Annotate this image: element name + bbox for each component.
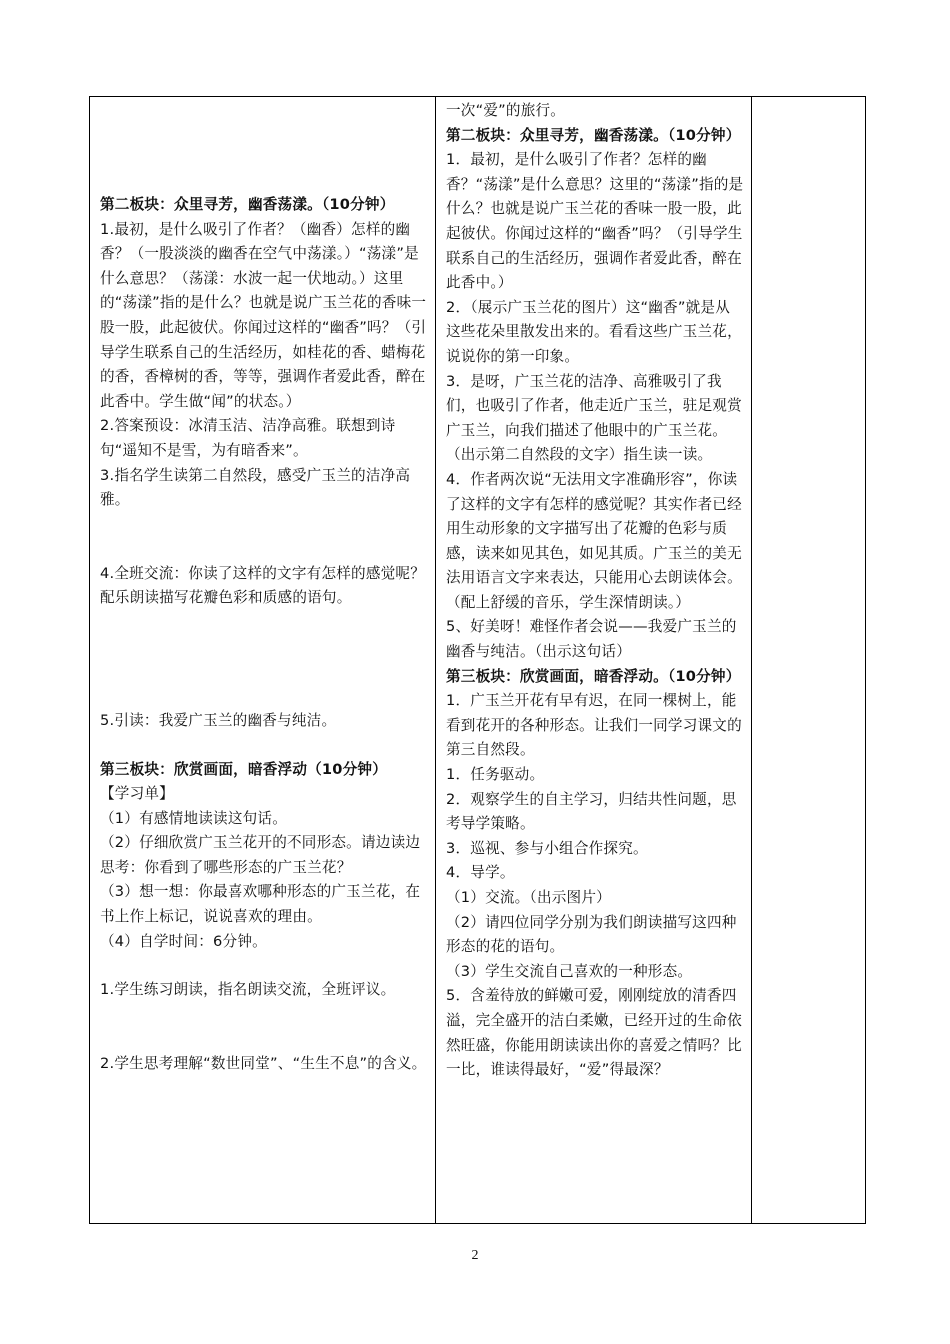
paragraph: 4．导学。 [446, 864, 515, 882]
notes-cell [752, 97, 865, 1223]
teacher-activity-cell [440, 97, 750, 1223]
paragraph: 5、好美呀！难怪作者会说——我爱广玉兰的幽香与纯洁。（出示这句话） [446, 618, 737, 661]
paragraph: 1.学生练习朗读，指名朗读交流，全班评议。 [100, 981, 396, 999]
paragraph: 2.答案预设：冰清玉洁、洁净高雅。联想到诗句“遥知不是雪，为有暗香来”。 [100, 417, 396, 459]
section-3-title: 第三板块：欣赏画面，暗香浮动。（10分钟） [446, 667, 741, 685]
section-2-title: 第二板块：众里寻芳，幽香荡漾。（10分钟） [100, 196, 395, 213]
paragraph: 一次“爱”的旅行。 [446, 102, 566, 119]
paragraph: 2．观察学生的自主学习，归结共性问题，思考导学策略。 [446, 790, 737, 833]
column-divider-1 [435, 97, 436, 1223]
paragraph: 1.最初，是什么吸引了作者？（幽香）怎样的幽香？（一股淡淡的幽香在空气中荡漾。）“荡漾”是什么意思？（荡漾：水波一起一伏地动。）这里的“荡漾”指的是什么？也就是说广玉兰花的香味一股一股，此起彼伏。你闻过这样的“幽香”吗？（引导学生联系自己的生活经历，如桂花的香、蜡梅花的香，香樟树的香，等等，强调作者爱此香，醉在此香中。学生做“闻”的状态。） [100, 220, 427, 410]
paragraph: （4）自学时间：6分钟。 [100, 932, 267, 950]
paragraph: （2）仔细欣赏广玉兰花开的不同形态。请边读边思考：你看到了哪些形态的广玉兰花？ [100, 834, 421, 876]
paragraph: 5.引读：我爱广玉兰的幽香与纯洁。 [100, 711, 337, 729]
paragraph: 3．巡视、参与小组合作探究。 [446, 839, 648, 857]
paragraph: 配乐朗读描写花瓣色彩和质感的语句。 [100, 589, 352, 607]
student-activity-cell [94, 97, 434, 1223]
paragraph: （2）请四位同学分别为我们朗读描写这四种形态的花的语句。 [446, 913, 737, 956]
paragraph: 5．含羞待放的鲜嫩可爱，刚刚绽放的清香四溢，完全盛开的洁白柔嫩，已经开过的生命依然旺盛，你能用朗读读出你的喜爱之情吗？比一比，谁读得最好，“爱”得最深？ [446, 987, 742, 1079]
study-sheet-label: 【学习单】 [100, 785, 174, 803]
paragraph: 4．作者两次说“无法用文字准确形容”，你读了这样的文字有怎样的感觉呢？其实作者已经用生动形象的文字描写出了花瓣的色彩与质感，读来如见其色，如见其质。广玉兰的美无法用语言文字来表达，只能用心去朗读体会。（配上舒缓的音乐，学生深情朗读。） [446, 470, 742, 611]
paragraph: 3．是呀，广玉兰花的洁净、高雅吸引了我们，也吸引了作者，他走近广玉兰，驻足观赏广玉兰，向我们描述了他眼中的广玉兰花。（出示第二自然段的文字）指生读一读。 [446, 372, 742, 464]
paragraph: 1．广玉兰开花有早有迟，在同一棵树上，能看到花开的各种形态。让我们一同学习课文的第三自然段。 [446, 692, 742, 759]
paragraph: （3）想一想：你最喜欢哪种形态的广玉兰花，在书上作上标记，说说喜欢的理由。 [100, 883, 421, 926]
paragraph: 3.指名学生读第二自然段，感受广玉兰的洁净高雅。 [100, 466, 411, 509]
section-2-title: 第二板块：众里寻芳，幽香荡漾。（10分钟） [446, 126, 741, 144]
lesson-plan-table [89, 96, 866, 1224]
paragraph: （1）交流。（出示图片） [446, 889, 611, 906]
page-number: 2 [471, 1248, 479, 1263]
paragraph: 1．最初，是什么吸引了作者？怎样的幽香？“荡漾”是什么意思？这里的“荡漾”指的是什么？也就是说广玉兰花的香味一股一股，此起彼伏。你闻过这样的“幽香”吗？（引导学生联系自己的生活经历，强调作者爱此香，醉在此香中。） [446, 151, 744, 292]
paragraph: 2．（展示广玉兰花的图片）这“幽香”就是从这些花朵里散发出来的。看看这些广玉兰花，说说你的第一印象。 [446, 298, 742, 365]
paragraph: 1．任务驱动。 [446, 766, 545, 784]
paragraph: （3）学生交流自己喜欢的一种形态。 [446, 962, 693, 980]
paragraph: （1）有感情地读读这句话。 [100, 809, 288, 827]
section-3-title: 第三板块：欣赏画面，暗香浮动（10分钟） [100, 760, 387, 778]
paragraph: 2.学生思考理解“数世同堂”、“生生不息”的含义。 [100, 1054, 427, 1072]
paragraph: 4.全班交流：你读了这样的文字有怎样的感觉呢？ [100, 564, 425, 582]
